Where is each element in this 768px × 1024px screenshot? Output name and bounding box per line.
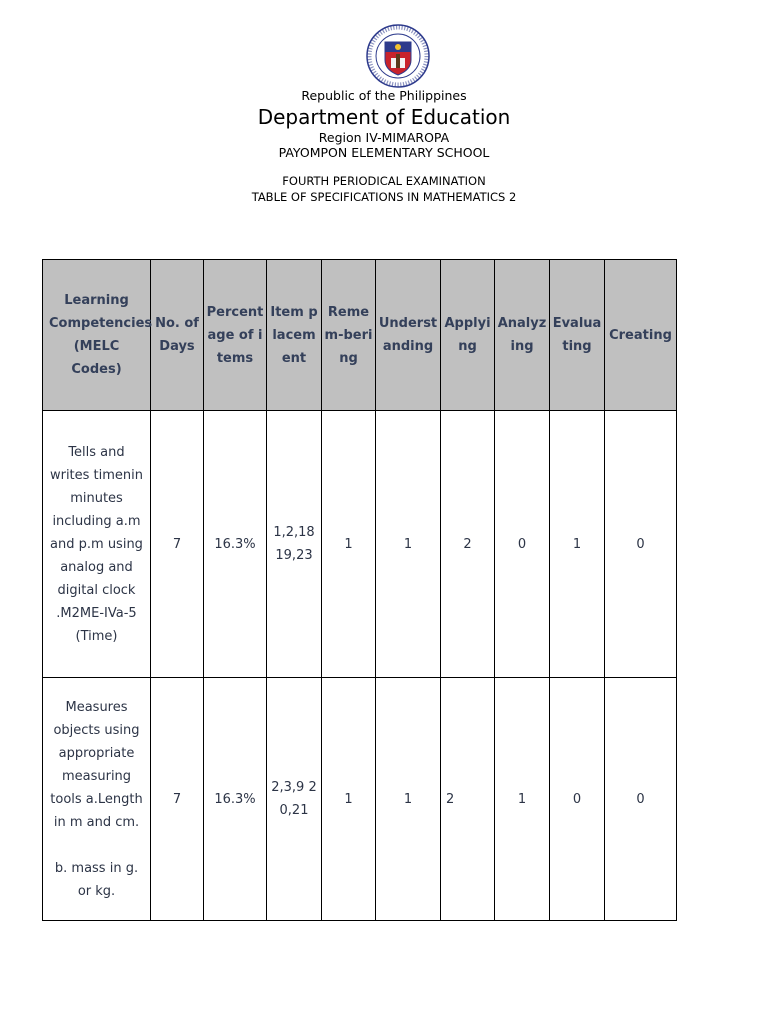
col-analyzing: Analyzing <box>495 260 550 411</box>
creating-cell: 0 <box>605 411 677 678</box>
deped-seal <box>363 24 433 88</box>
col-remembering: Remem-bering <box>322 260 376 411</box>
percentage-cell: 16.3% <box>204 411 267 678</box>
evaluating-cell: 0 <box>550 678 605 921</box>
understanding-cell: 1 <box>376 411 441 678</box>
competency-cell <box>43 678 151 921</box>
analyzing-cell: 1 <box>495 678 550 921</box>
days-cell: 7 <box>151 678 204 921</box>
days-cell: 7 <box>151 411 204 678</box>
col-percentage: Percentage of items <box>204 260 267 411</box>
analyzing-cell: 0 <box>495 411 550 678</box>
table-row <box>43 678 677 921</box>
placement-cell: 1,2,18 19,23 <box>267 411 322 678</box>
remembering-cell: 1 <box>322 411 376 678</box>
competency-cell: Tells and writes timenin minutes including a.m and p.m using analog and digital clock .M2ME-IVa-5 (Time) <box>43 411 151 678</box>
col-item-placement: Item placement <box>267 260 322 411</box>
col-applying: Applying <box>441 260 495 411</box>
col-no-of-days: No. of Days <box>151 260 204 411</box>
exam-title: FOURTH PERIODICAL EXAMINATION <box>282 174 486 188</box>
remembering-cell: 1 <box>322 678 376 921</box>
region-label: Region IV-MIMAROPA <box>318 130 450 145</box>
document-title: TABLE OF SPECIFICATIONS IN MATHEMATICS 2 <box>251 190 517 204</box>
applying-cell: 2 <box>441 411 495 678</box>
col-creating: Creating <box>605 260 677 411</box>
placement-cell: 2,3,9 20,21 <box>267 678 322 921</box>
specifications-table <box>42 259 677 921</box>
table-row <box>43 411 677 678</box>
col-learning-competencies: Learning Competencies (MELC Codes) <box>43 260 151 411</box>
understanding-cell: 1 <box>376 678 441 921</box>
republic-label: Republic of the Philippines <box>301 88 467 103</box>
department-title: Department of Education <box>257 105 511 129</box>
col-evaluating: Evaluating <box>550 260 605 411</box>
school-name: PAYOMPON ELEMENTARY SCHOOL <box>278 145 490 160</box>
competency-length: Measures objects using appropriate measuring tools a.Length in m and cm. <box>50 699 143 830</box>
evaluating-cell: 1 <box>550 411 605 678</box>
percentage-cell: 16.3% <box>204 678 267 921</box>
creating-cell: 0 <box>605 678 677 921</box>
applying-cell: 2 <box>441 678 495 921</box>
header-row <box>43 260 677 411</box>
col-understanding: Understanding <box>376 260 441 411</box>
competency-mass: b. mass in g. or kg. <box>54 860 139 899</box>
